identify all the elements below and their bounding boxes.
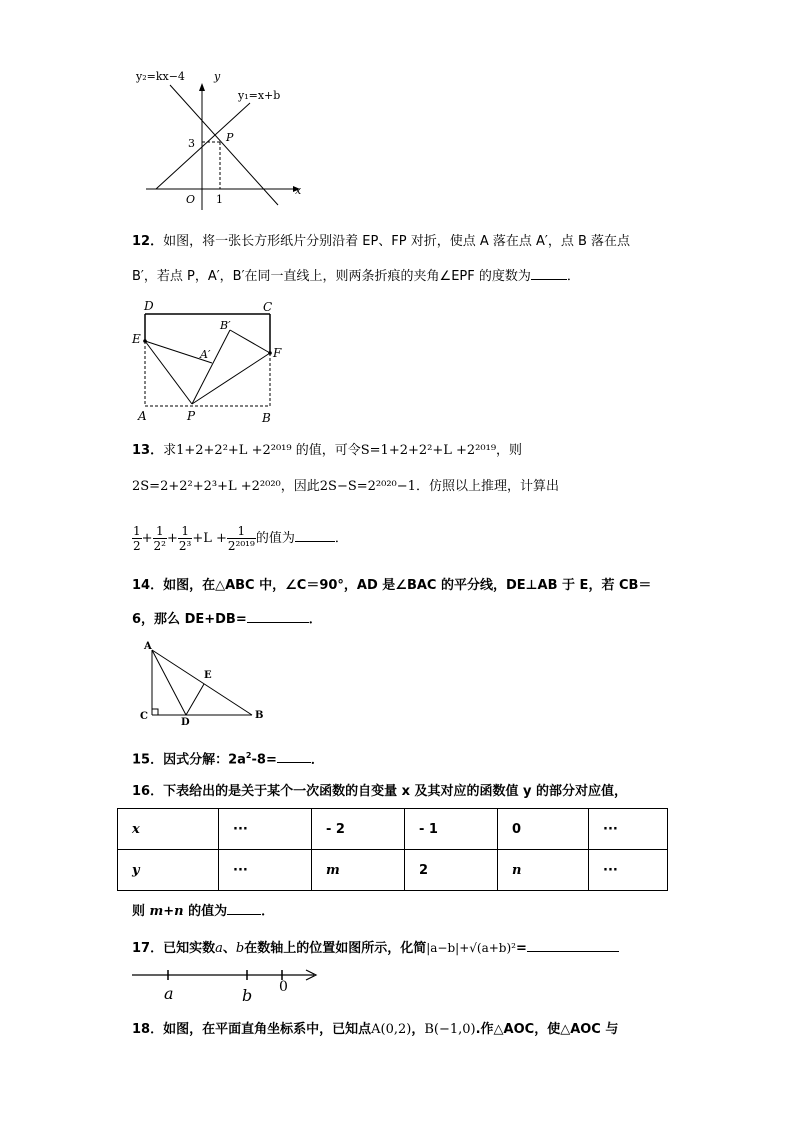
answer-blank[interactable] [277,748,311,763]
question-number: 16． [132,784,164,799]
question-number: 13． [132,443,164,458]
math-expression: S=1+2+2²+L +2²⁰¹⁹ [360,443,497,458]
question-12-line2 [132,265,580,287]
axis-label-zero: 0 [279,979,288,995]
question-text: 则 [132,904,150,919]
question-number: 14． [132,578,164,593]
question-text: 的值为 [255,531,295,546]
axis-label-b: b [242,986,253,1005]
answer-blank[interactable] [227,900,261,915]
label-c: C [263,300,273,314]
label-b-prime: B′ [220,319,231,332]
fraction-3: $\frac{1}{\text{2³}}$ [178,524,192,553]
question-text: ，因此 [280,479,320,494]
label-a-prime: A′ [200,348,211,361]
answer-blank[interactable] [295,527,335,542]
question-number: 15． [132,752,164,768]
question-text: 在数轴上的位置如图所示，化简 [244,941,427,956]
answer-blank[interactable] [527,937,619,952]
question-text: 下表给出的是关于某个一次函数的自变量 x 及其对应的函数值 y 的部分对应值， [163,784,628,799]
question-16-followup [132,900,274,922]
question-13-line2 [132,477,559,497]
linear-functions-graph [130,65,310,215]
question-14-line1 [132,576,651,596]
math-expression: m+n [149,904,184,919]
question-18 [132,1020,618,1040]
table-cell: ··· [219,809,312,850]
question-13-line3: $\frac{1}{2}$ + $\frac{1}{\text{2²}}$ + $\frac{1}{\text{2³}}$ +L + $\frac{1}{\text{2²⁰¹⁹}}$ 的值为 ． [133,524,348,553]
fraction-1: $\frac{1}{2}$ [133,524,141,553]
table-cell: - 2 [312,809,405,850]
question-number: 17． [132,941,164,956]
punctuation: ． [261,904,275,919]
question-text: ．仿照以上推理，计算出 [415,479,559,494]
fraction-2: $\frac{1}{\text{2²}}$ [153,524,166,553]
punctuation: ， [411,1022,425,1037]
label-c: C [140,711,148,722]
triangle-abc-figure [136,640,276,726]
label-1: 1 [216,193,223,206]
question-text: 因式分解：2a [163,752,246,768]
question-text: ，则 [496,443,523,458]
variable-b: b [235,941,245,956]
punctuation: 、 [222,941,236,956]
variable-a: a [215,941,223,956]
question-text: 的值，可令 [295,443,361,458]
table-cell: 0 [498,809,589,850]
label-y2: y₂=kx−4 [136,70,185,83]
label-a: A [138,409,147,423]
table-cell: ··· [589,809,668,850]
punctuation: ． [566,269,580,284]
label-a: A [144,641,152,652]
question-text: .作△AOC，使△AOC 与 [475,1022,619,1037]
punctuation: ． [310,752,324,768]
table-cell: m [312,850,405,891]
table-row [118,850,668,891]
question-text: 的值为 [183,904,228,919]
exponent: 2 [245,751,252,760]
question-13-line1 [132,441,522,461]
line-y2 [170,85,281,205]
table-cell: y [118,850,219,891]
rectangle-fold-figure [130,296,290,426]
label-b: B [255,710,264,721]
punctuation: ． [334,531,348,546]
math-expression: 1+2+2²+L +2²⁰¹⁹ [176,443,292,458]
table-cell: x [118,809,219,850]
question-text: 已知实数 [163,941,216,956]
label-y2-var: y [214,70,221,83]
question-text: 如图，在△ABC 中，∠C＝90°，AD 是∠BAC 的平分线，DE⊥AB 于 E，若 CB＝ [163,578,652,593]
y-axis-arrow [199,83,205,91]
answer-blank[interactable] [531,265,567,280]
label-origin: O [186,193,196,206]
table-cell: - 1 [405,809,498,850]
question-text: 如图，在平面直角坐标系中，已知点 [163,1022,372,1037]
point-a: A(0,2) [371,1022,412,1037]
label-d: D [144,299,154,313]
table-row [118,809,668,850]
question-number: 12． [132,234,164,249]
value-table [117,808,668,891]
answer-blank[interactable] [247,608,309,623]
question-16 [132,782,627,802]
label-x: x [295,184,302,197]
label-f: F [273,346,282,360]
math-ellipsis: +L + [192,531,227,546]
question-14-line2 [132,608,322,630]
math-expression: |a−b|+√(a+b)² [426,941,516,955]
number-line [130,963,330,1007]
label-p: P [226,131,234,144]
question-text: 如图，将一张长方形纸片分别沿着 EP、FP 对折，使点 A 落在点 A′，点 B 落在点 [163,234,631,249]
punctuation: ． [308,612,322,627]
table-cell: n [498,850,589,891]
label-e: E [204,670,212,681]
table-cell: 2 [405,850,498,891]
question-number: 18． [132,1022,164,1037]
equals-sign: = [515,941,527,956]
label-d: D [181,717,190,726]
point-b: B(−1,0) [424,1022,476,1037]
label-e: E [132,332,141,346]
label-y1: y₁=x+b [238,89,281,102]
table-cell: ··· [589,850,668,891]
label-b: B [262,411,271,425]
question-15 [132,746,324,770]
question-text: 求 [163,443,177,458]
question-17 [132,937,619,959]
math-expression: 2S−S=2²⁰²⁰−1 [319,479,416,494]
label-p: P [187,409,196,423]
fraction-4: $\frac{1}{\text{2²⁰¹⁹}}$ [227,524,255,553]
question-12-line1 [132,232,630,252]
math-expression: 2S=2+2²+2³+L +2²⁰²⁰ [132,479,281,494]
line-y1 [156,103,250,189]
question-text: -8= [251,752,277,768]
question-text: B′，若点 P，A′，B′在同一直线上，则两条折痕的夹角∠EPF 的度数为 [132,269,531,284]
label-3: 3 [188,137,195,150]
question-text: 6，那么 DE+DB= [132,612,247,627]
axis-label-a: a [164,984,174,1003]
table-cell: ··· [219,850,312,891]
